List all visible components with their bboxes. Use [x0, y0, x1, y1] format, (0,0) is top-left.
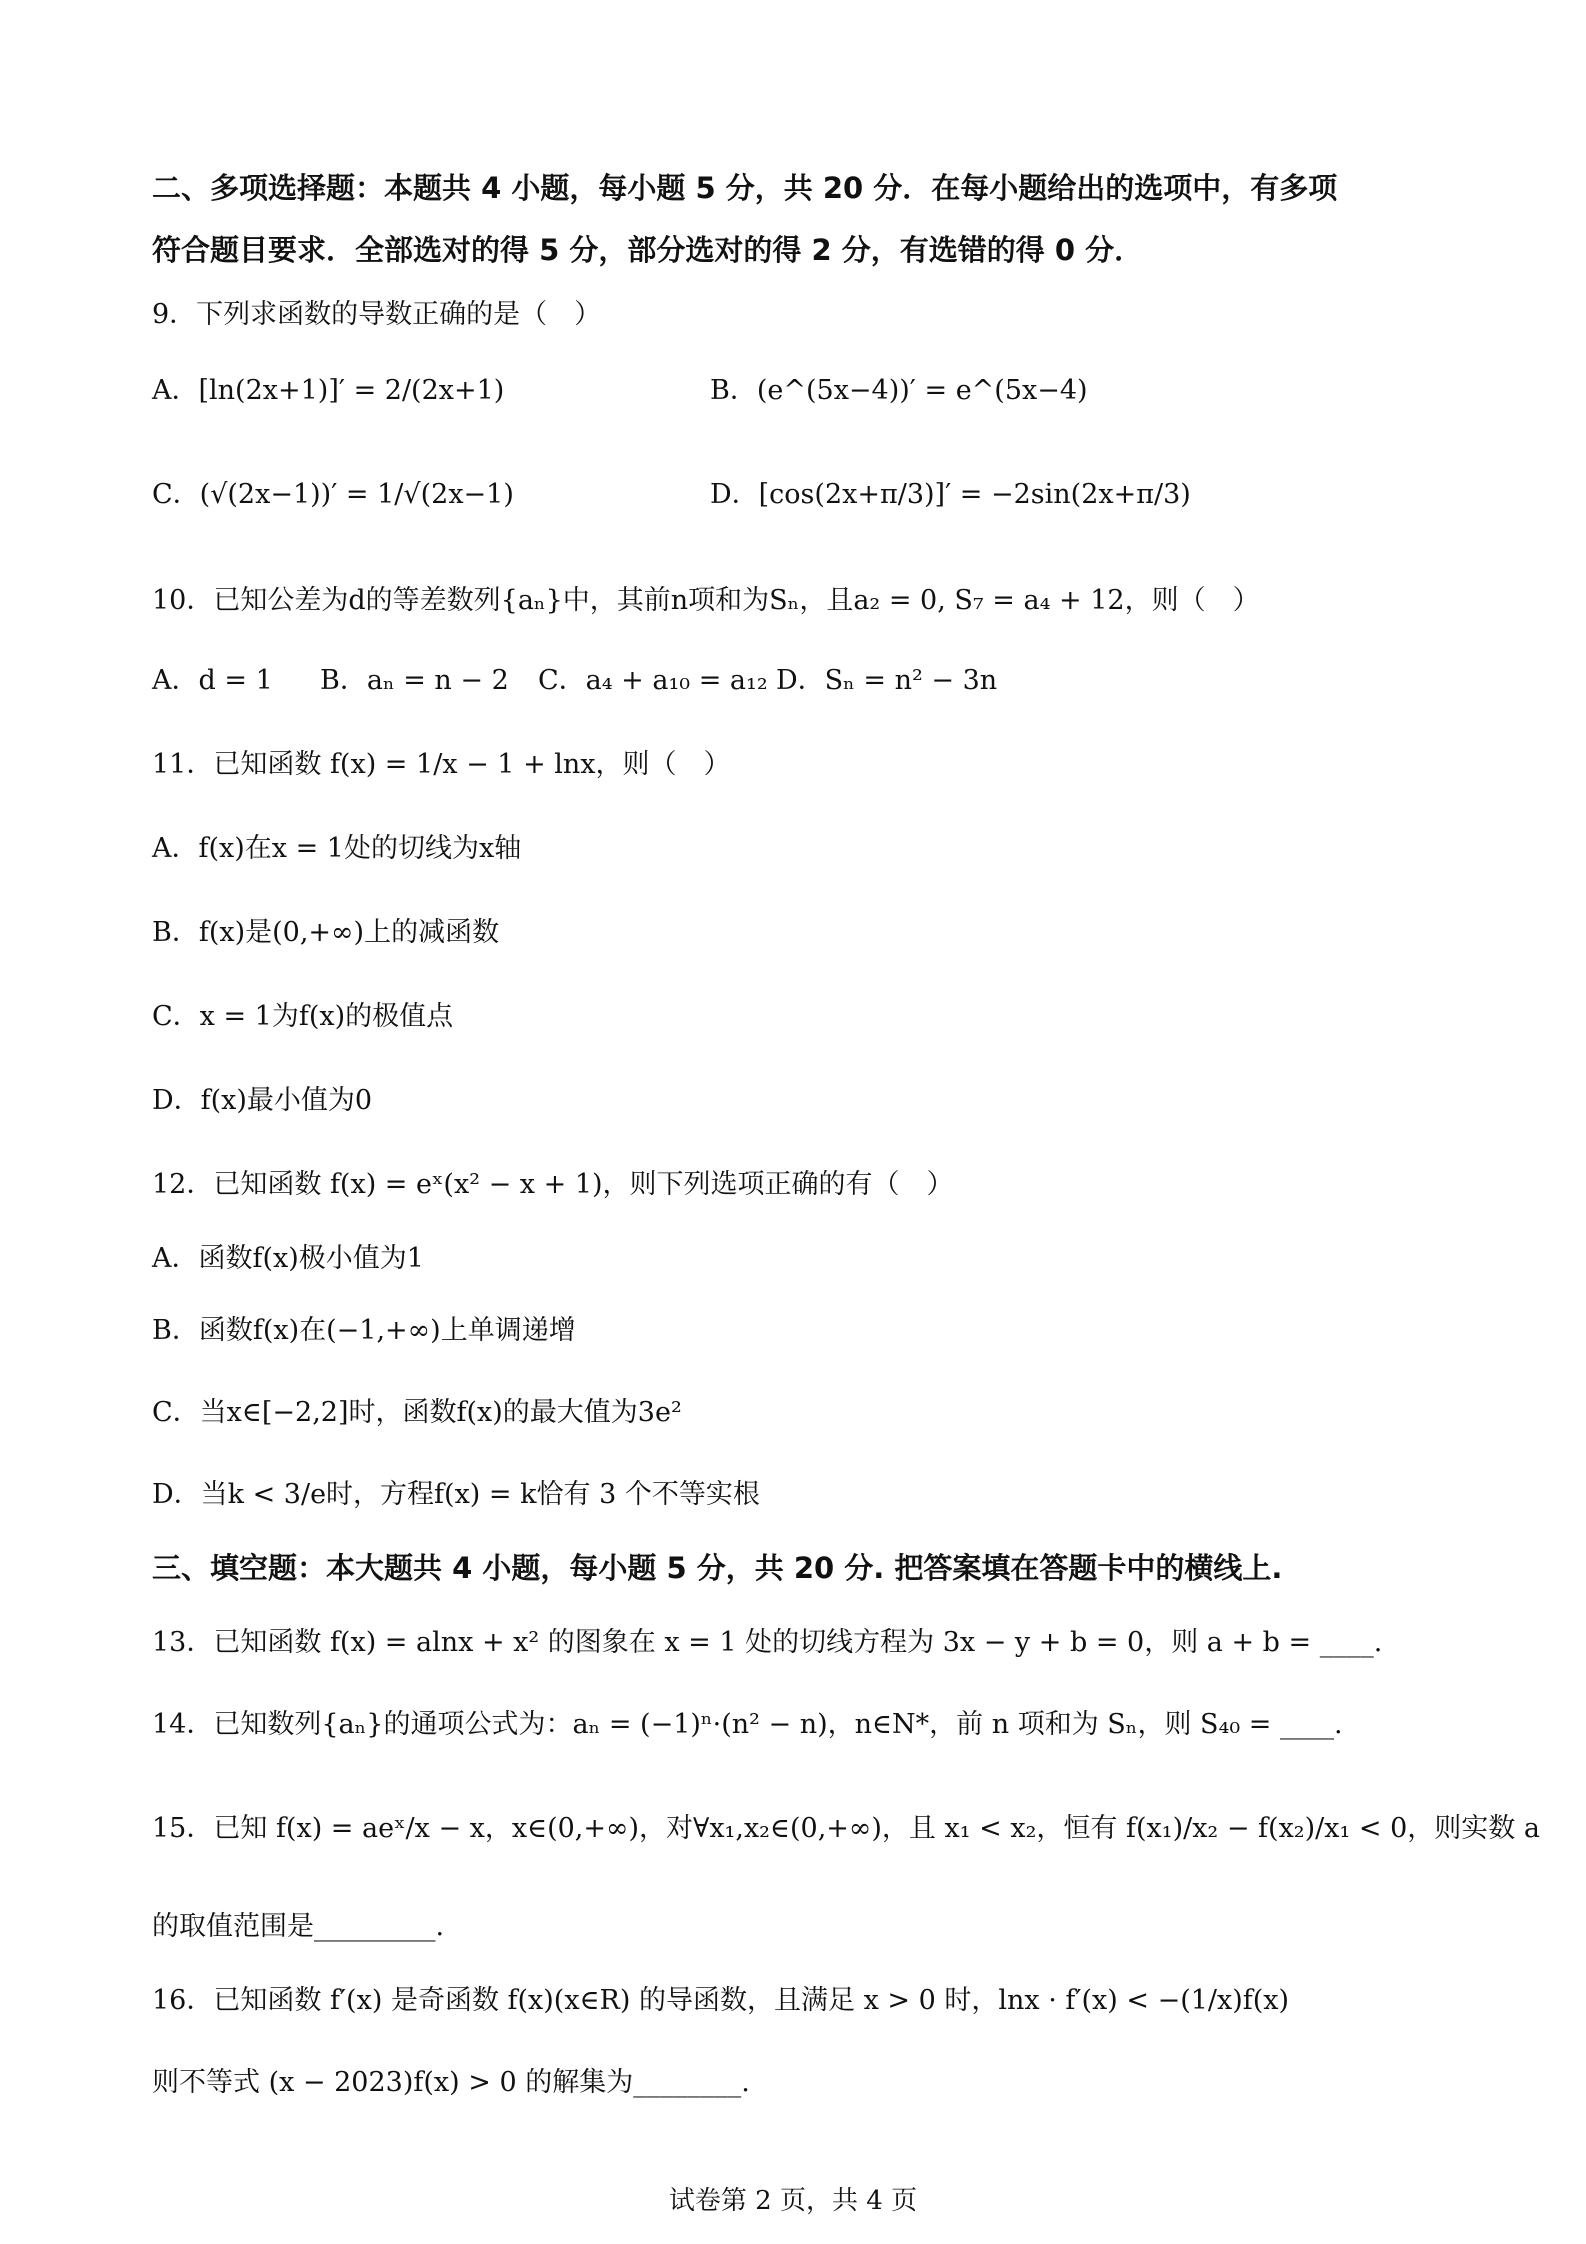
section2-header-line2: 符合题目要求．全部选对的得 5 分，部分选对的得 2 分，有选错的得 0 分． [152, 233, 1144, 267]
question-9-option-a: A．[ln(2x+1)]′ = 2/(2x+1) [152, 375, 505, 406]
question-9-option-b: B．(e^(5x−4))′ = e^(5x−4) [710, 375, 1088, 406]
question-16-line2: 则不等式 (x − 2023)f(x) > 0 的解集为________. [152, 2067, 750, 2098]
section2-header-line1: 二、多项选择题：本题共 4 小题，每小题 5 分，共 20 分．在每小题给出的选项中，有多项 [152, 171, 1338, 205]
question-14-stem: 14．已知数列{aₙ}的通项公式为：aₙ = (−1)ⁿ·(n² − n)，n∈N*，前 n 项和为 Sₙ，则 S₄₀ = ____. [152, 1709, 1343, 1740]
question-10-option-d: D．Sₙ = n² − 3n [776, 665, 998, 696]
question-10-stem: 10．已知公差为d的等差数列{aₙ}中，其前n项和为Sₙ，且a₂ = 0, S₇ = a₄ + 12，则（ ） [152, 585, 1260, 616]
question-11-option-d: D．f(x)最小值为0 [152, 1085, 373, 1116]
question-12-option-a: A．函数f(x)极小值为1 [152, 1243, 424, 1274]
question-12-option-d: D．当k < 3/e时，方程f(x) = k恰有 3 个不等实根 [152, 1479, 760, 1510]
question-12-option-b: B．函数f(x)在(−1,+∞)上单调递增 [152, 1315, 576, 1346]
question-11-stem: 11．已知函数 f(x) = 1/x − 1 + lnx，则（ ） [152, 749, 731, 780]
question-9-stem: 9．下列求函数的导数正确的是（ ） [152, 299, 602, 330]
question-12-stem: 12．已知函数 f(x) = eˣ(x² − x + 1)，则下列选项正确的有（ ） [152, 1169, 954, 1200]
question-9-option-d: D．[cos(2x+π/3)]′ = −2sin(2x+π/3) [710, 479, 1191, 510]
question-9-option-c: C．(√(2x−1))′ = 1/√(2x−1) [152, 479, 514, 510]
question-12-option-c: C．当x∈[−2,2]时，函数f(x)的最大值为3e² [152, 1397, 682, 1428]
section3-header: 三、填空题：本大题共 4 小题，每小题 5 分，共 20 分. 把答案填在答题卡中的横线上. [152, 1551, 1283, 1585]
question-15-line1: 15．已知 f(x) = aeˣ/x − x，x∈(0,+∞)，对∀x₁,x₂∈(0,+∞)，且 x₁ < x₂，恒有 f(x₁)/x₂ − f(x₂)/x₁ < 0，则实数 a [152, 1813, 1540, 1844]
question-11-option-b: B．f(x)是(0,+∞)上的减函数 [152, 917, 500, 948]
question-15-line2: 的取值范围是_________. [152, 1911, 445, 1942]
question-16-line1: 16．已知函数 f′(x) 是奇函数 f(x)(x∈R) 的导函数，且满足 x > 0 时，lnx · f′(x) < −(1/x)f(x) [152, 1985, 1290, 2016]
question-10-option-b: B．aₙ = n − 2 [320, 665, 509, 696]
question-11-option-c: C．x = 1为f(x)的极值点 [152, 1001, 454, 1032]
question-13-stem: 13．已知函数 f(x) = alnx + x² 的图象在 x = 1 处的切线方程为 3x − y + b = 0，则 a + b = ____. [152, 1627, 1383, 1658]
question-10-option-c: C．a₄ + a₁₀ = a₁₂ [538, 665, 768, 696]
page-footer: 试卷第 2 页，共 4 页 [668, 2186, 918, 2216]
question-11-option-a: A．f(x)在x = 1处的切线为x轴 [152, 833, 522, 864]
question-10-option-a: A．d = 1 [152, 665, 273, 696]
